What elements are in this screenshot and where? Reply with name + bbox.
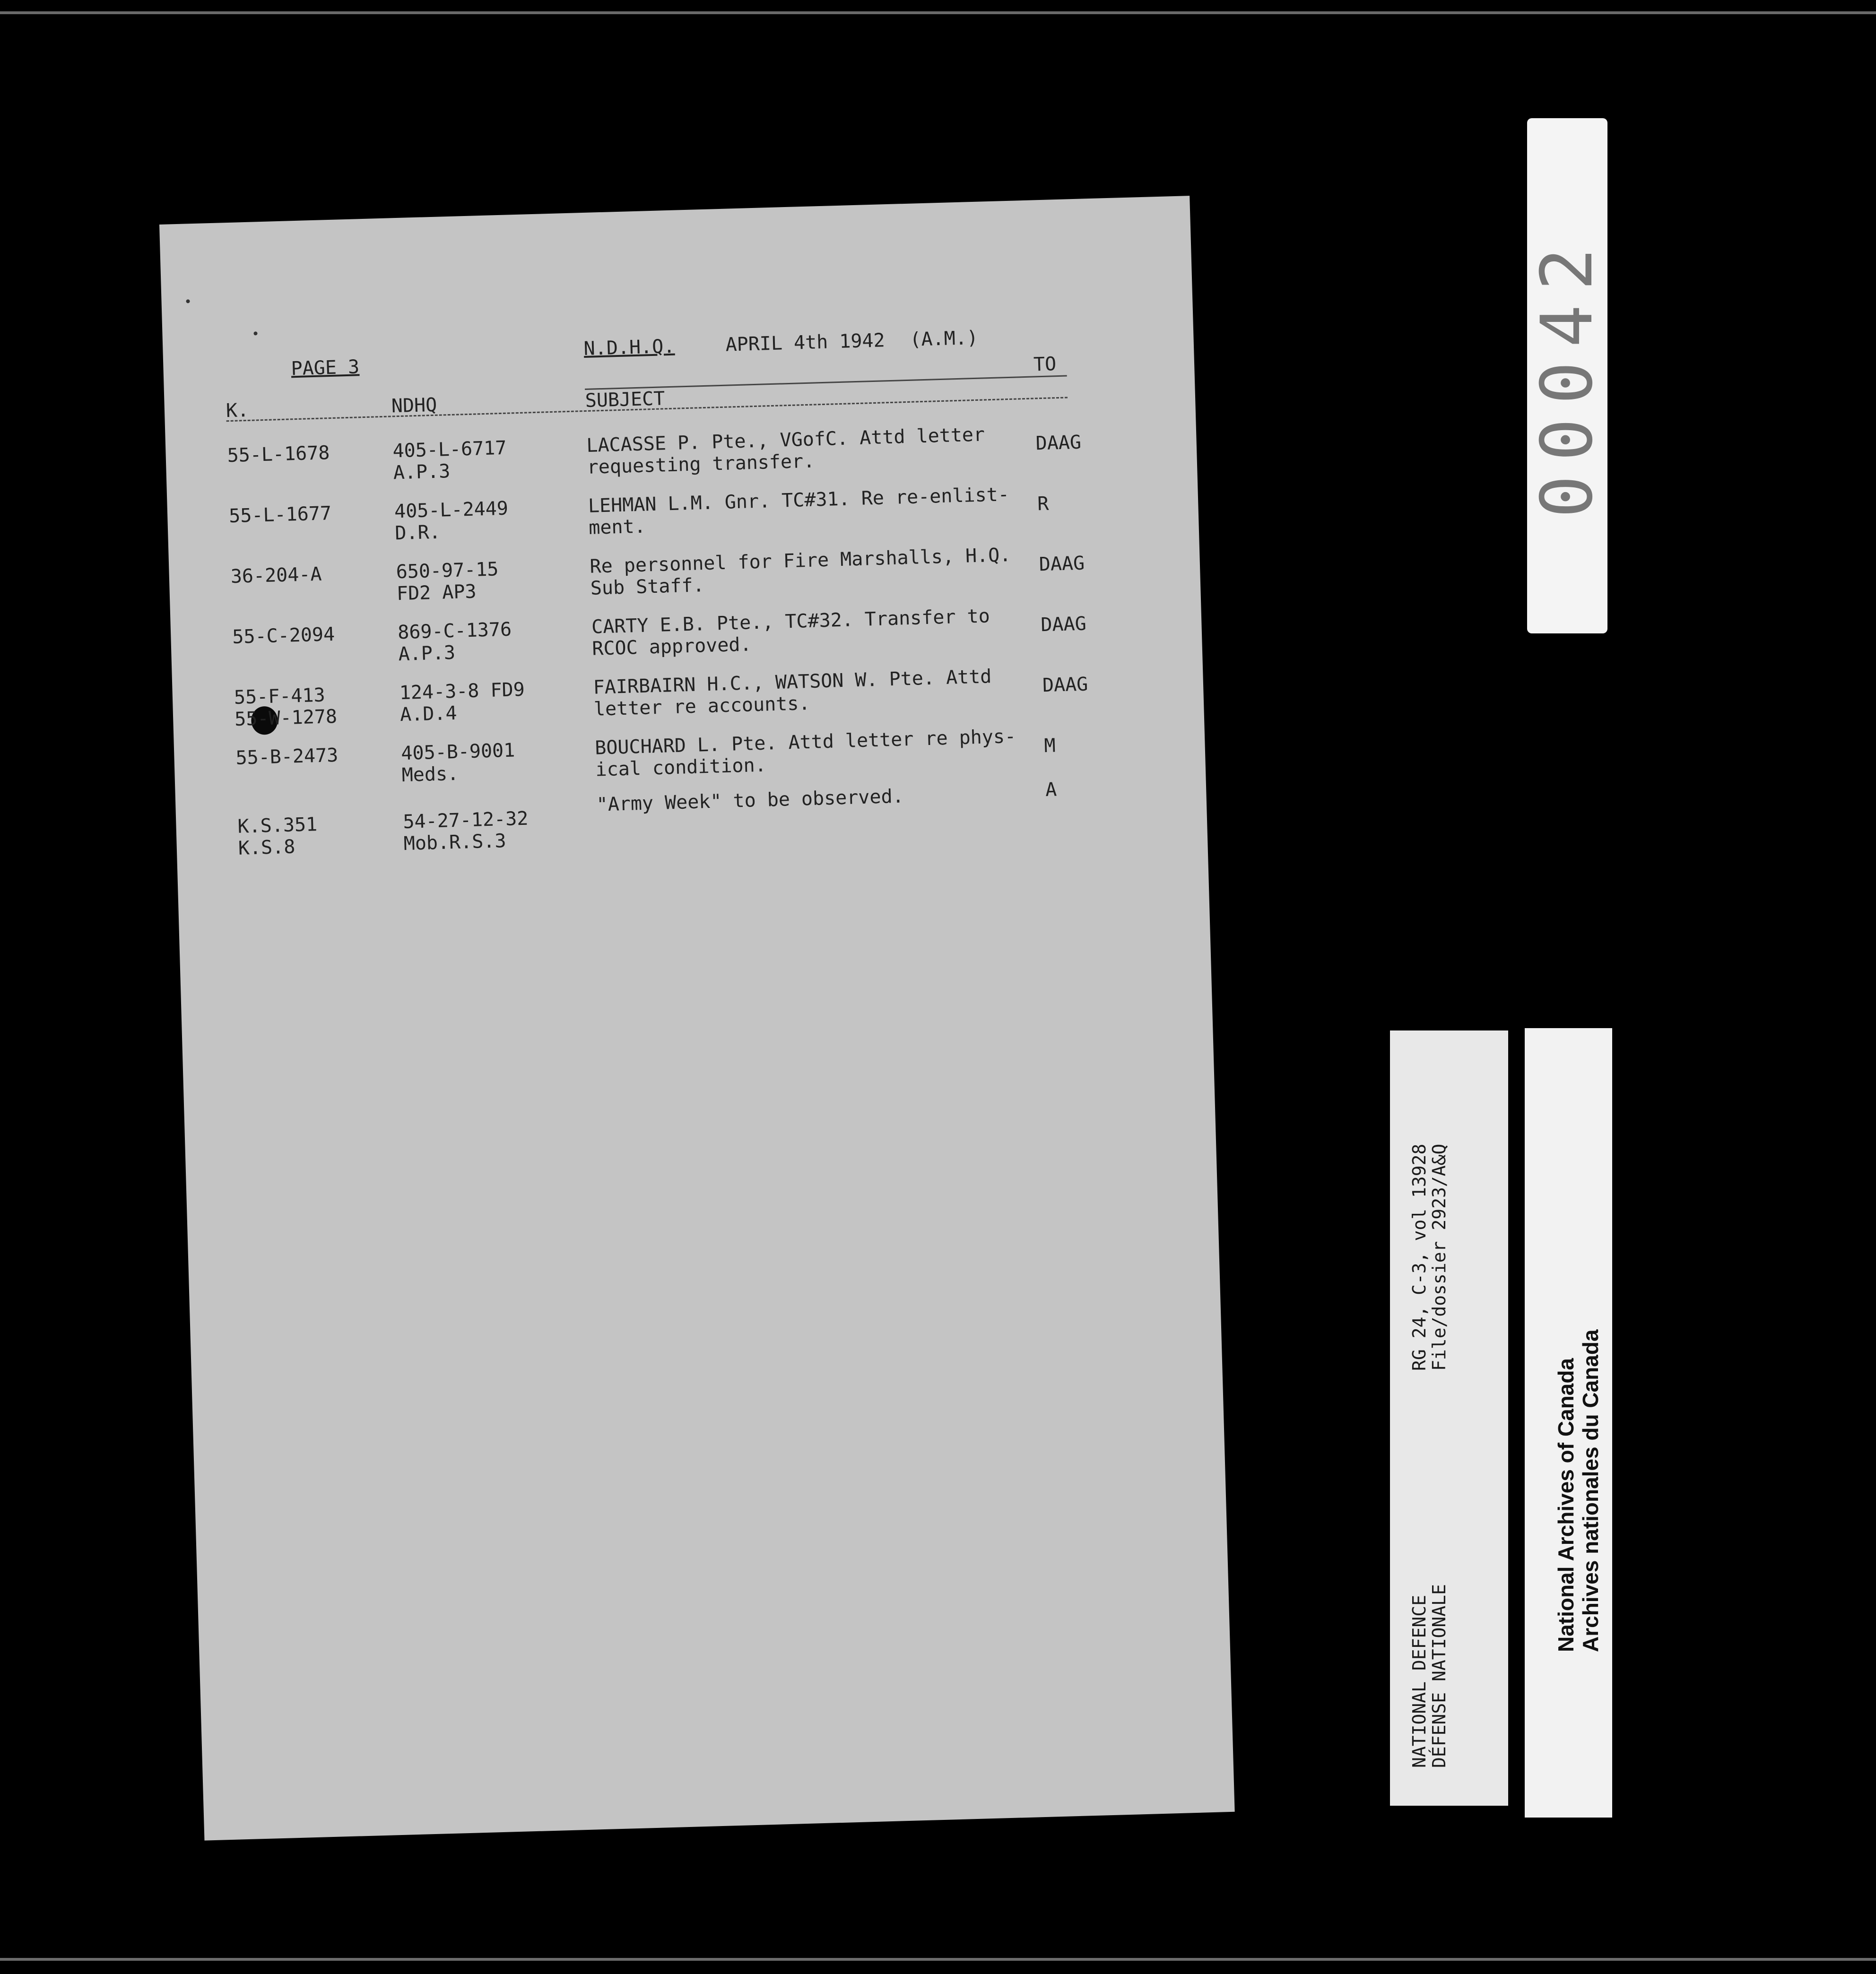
document-date: APRIL 4th 1942 — [725, 329, 886, 356]
frame-number: 00042 — [1526, 234, 1608, 518]
ndhq-sub-reference: Mob.R.S.3 — [403, 830, 507, 855]
routed-to: DAAG — [1042, 673, 1088, 697]
column-header-subject: SUBJECT — [585, 388, 665, 412]
page-number: PAGE 3 — [290, 356, 360, 380]
archive-name-french: Archives nationales du Canada — [1578, 1329, 1603, 1652]
ndhq-sub-reference: FD2 AP3 — [396, 580, 477, 605]
subject-line-1: FAIRBAIRN H.C., WATSON W. Pte. Attd — [593, 666, 992, 699]
ndhq-reference: 405-L-6717 — [392, 437, 507, 462]
routed-to: A — [1045, 779, 1057, 801]
subject-line-2: RCOC approved. — [591, 633, 752, 660]
archive-name-english: National Archives of Canada — [1554, 1358, 1578, 1652]
ndhq-reference: 405-B-9001 — [400, 739, 515, 765]
routed-to: DAAG — [1040, 613, 1087, 636]
subject-line-1: Re personnel for Fire Marshalls, H.Q. — [589, 544, 1011, 578]
film-frame-top-border — [0, 11, 1876, 14]
subject-line-1: LACASSE P. Pte., VGofC. Attd letter — [586, 424, 985, 457]
ndhq-sub-reference: A.P.3 — [398, 641, 456, 666]
k-reference: K.S.351 — [237, 814, 318, 838]
k-reference: 55-C-2094 — [232, 623, 335, 649]
subject-line-1: BOUCHARD L. Pte. Attd letter re phys- — [594, 725, 1016, 759]
frame-number-label — [1527, 118, 1607, 633]
ndhq-sub-reference: D.R. — [394, 521, 441, 545]
k-reference: 55-B-2473 — [235, 744, 339, 769]
ndhq-reference: 869-C-1376 — [397, 618, 512, 644]
ndhq-sub-reference: A.D.4 — [400, 702, 458, 726]
routed-to: DAAG — [1039, 552, 1085, 576]
office-name: N.D.H.Q. — [583, 335, 675, 360]
column-header-to: TO — [1033, 353, 1057, 376]
k-reference-2: 55-W-1278 — [234, 705, 338, 730]
document-page — [159, 196, 1235, 1841]
k-reference: 55-L-1678 — [227, 442, 330, 467]
document-period: (A.M.) — [909, 327, 979, 351]
dust-speck — [253, 331, 257, 335]
department-english: NATIONAL DEFENCE — [1409, 1594, 1430, 1768]
subject-line-1: CARTY E.B. Pte., TC#32. Transfer to — [591, 605, 990, 638]
subject-line-2: ical condition. — [595, 754, 767, 781]
routed-to: M — [1043, 735, 1056, 757]
subject-line-2: requesting transfer. — [587, 450, 815, 478]
subject-line-2: Sub Staff. — [590, 574, 705, 599]
archive-reference-label — [1390, 1030, 1508, 1806]
dust-speck — [186, 299, 190, 303]
archive-reference-line-2: File/dossier 2923/A&Q — [1429, 1143, 1450, 1371]
k-reference: 36-204-A — [230, 563, 322, 588]
column-header-k: K. — [226, 399, 249, 422]
ndhq-reference: 124-3-8 FD9 — [399, 678, 525, 704]
ndhq-reference: 54-27-12-32 — [402, 807, 529, 833]
routed-to: DAAG — [1035, 431, 1082, 455]
routed-to: R — [1037, 493, 1049, 515]
column-header-ndhq: NDHQ — [391, 394, 437, 417]
ndhq-sub-reference: Meds. — [401, 762, 459, 787]
subject-line-2: ment. — [588, 515, 646, 539]
subject-line-1: LEHMAN L.M. Gnr. TC#31. Re re-enlist- — [588, 484, 1010, 517]
national-archives-label — [1525, 1028, 1612, 1818]
k-reference: 55-F-413 — [234, 684, 326, 709]
ndhq-sub-reference: A.P.3 — [393, 460, 451, 484]
department-french: DÉFENSE NATIONALE — [1429, 1584, 1450, 1768]
ndhq-reference: 650-97-15 — [396, 558, 499, 583]
k-reference-2: K.S.8 — [238, 836, 295, 859]
subject-line-2: letter re accounts. — [593, 692, 811, 720]
k-reference: 55-L-1677 — [228, 502, 332, 528]
archive-reference-line-1: RG 24, C-3, vol 13928 — [1409, 1143, 1430, 1371]
subject-line-1: "Army Week" to be observed. — [596, 785, 904, 816]
ndhq-reference: 405-L-2449 — [394, 497, 509, 523]
film-frame-bottom-border — [0, 1958, 1876, 1961]
